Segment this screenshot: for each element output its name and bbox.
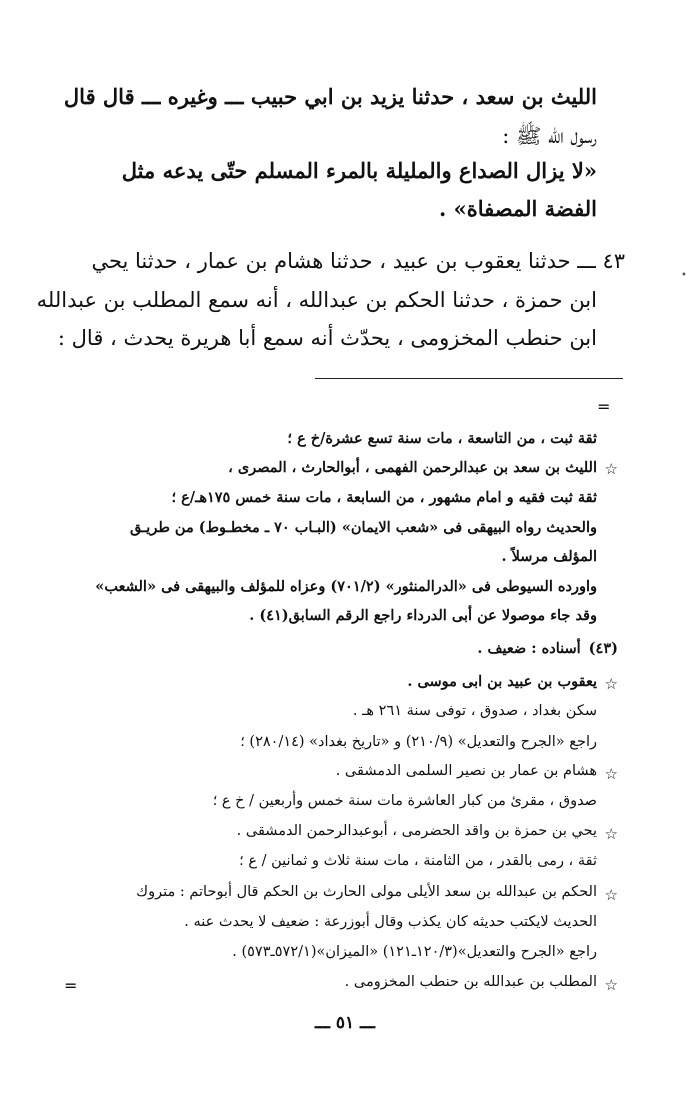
page-number: ـــ ٥١ ـــ xyxy=(314,1013,375,1033)
footnote-line: يعقوب بن عبيد بن ابى موسى . xyxy=(407,673,597,690)
continuation-mark: = xyxy=(64,976,78,995)
continuation-mark: = xyxy=(597,397,611,416)
footnote-line: المؤلف مرسلاً . xyxy=(501,548,597,565)
star-bullet: ☆ xyxy=(604,765,618,783)
star-bullet: ☆ xyxy=(604,886,618,904)
footnote-isnad-line xyxy=(0,640,618,657)
main-text-line: الليث بن سعد ، حدثنا يزيد بن ابي حبيب ـــ وغيره ـــ قال قال xyxy=(63,84,597,109)
footnote-line: هشام بن عمار بن نصير السلمى الدمشقى . xyxy=(335,763,597,779)
footnote-line: ثقة ، رمى بالقدر ، من الثامنة ، مات سنة ثلاث و ثمانين / ع ؛ xyxy=(239,853,597,869)
star-bullet: ☆ xyxy=(604,825,618,843)
footnote-line: سكن بغداد ، صدوق ، توفى سنة ٢٦١ هـ . xyxy=(352,703,597,719)
main-text-line: رسول الله ﷺ : xyxy=(502,124,597,148)
main-text-line: ابن حمزة ، حدثنا الحكم بن عبدالله ، أنه سمع المطلب بن عبدالله xyxy=(36,288,597,312)
footnote-ref-number: (٤٣) xyxy=(588,640,618,657)
footnote-line: الليث بن سعد بن عبدالرحمن الفهمى ، أبوالحارث ، المصرى ، xyxy=(228,459,597,476)
footnote-line: والحديث رواه البيهقى فى «شعب الايمان» (البـاب ٧٠ ـ مخطـوط) من طريـق xyxy=(129,519,597,536)
footnote-line: راجع «الجرح والتعديل»(١٢٠/٣ـ١٢١) «الميزان»(٥٧٢/١ـ٥٧٣) . xyxy=(232,944,597,960)
footnote-line: ثقة ثبت فقيه و امام مشهور ، من السابعة ، مات سنة خمس ١٧٥هـ/ع ؛ xyxy=(171,489,597,506)
footnote-line: الحكم بن عبدالله بن سعد الأيلى مولى الحارث بن الحكم قال أبوحاتم : متروك xyxy=(136,884,597,900)
main-text-line: ابن حنطب المخزومى ، يحدّث أنه سمع أبا هريرة يحدث ، قال : xyxy=(57,326,597,350)
footnote-isnad-grade: أسناده : ضعيف . xyxy=(477,640,581,657)
footnote-separator xyxy=(315,378,623,379)
hadith-text-line: الفضة المصفاة» . xyxy=(439,196,597,221)
hadith-text-line: «لا يزال الصداع والمليلة بالمرء المسلم حتّى يدعه مثل xyxy=(121,158,597,183)
footnote-line: واورده السيوطى فى «الدرالمنثور» (٧٠١/٢) وعزاه للمؤلف والبيهقى فى «الشعب» xyxy=(95,578,597,595)
footnote-line: الحديث لايكتب حديثه كان يكذب وقال أبوزرعة : ضعيف لا يحدث عنه . xyxy=(184,914,597,930)
footnote-line: راجع «الجرح والتعديل» (٢١٠/٩) و «تاريخ بغداد» (٢٨٠/١٤) ؛ xyxy=(240,734,597,750)
footnote-line: صدوق ، مقرئ من كبار العاشرة مات سنة خمس وأربعين / خ ع ؛ xyxy=(212,793,597,809)
side-dot: • xyxy=(681,270,687,281)
footnote-line: يحي بن حمزة بن واقد الحضرمى ، أبوعبدالرحمن الدمشقى . xyxy=(236,823,597,839)
star-bullet: ☆ xyxy=(604,460,618,478)
main-text-line: ٤٣ ـــ حدثنا يعقوب بن عبيد ، حدثنا هشام بن عمار ، حدثنا يحي xyxy=(91,249,625,273)
footnote-line: وقد جاء موصولا عن أبى الدرداء راجع الرقم السابق(٤١) . xyxy=(249,607,597,624)
footnote-line: ثقة ثبت ، من التاسعة ، مات سنة تسع عشرة/خ ع ؛ xyxy=(287,430,597,447)
star-bullet: ☆ xyxy=(604,976,618,994)
star-bullet: ☆ xyxy=(604,675,618,693)
footnote-line: المطلب بن عبدالله بن حنطب المخزومى . xyxy=(344,974,597,990)
